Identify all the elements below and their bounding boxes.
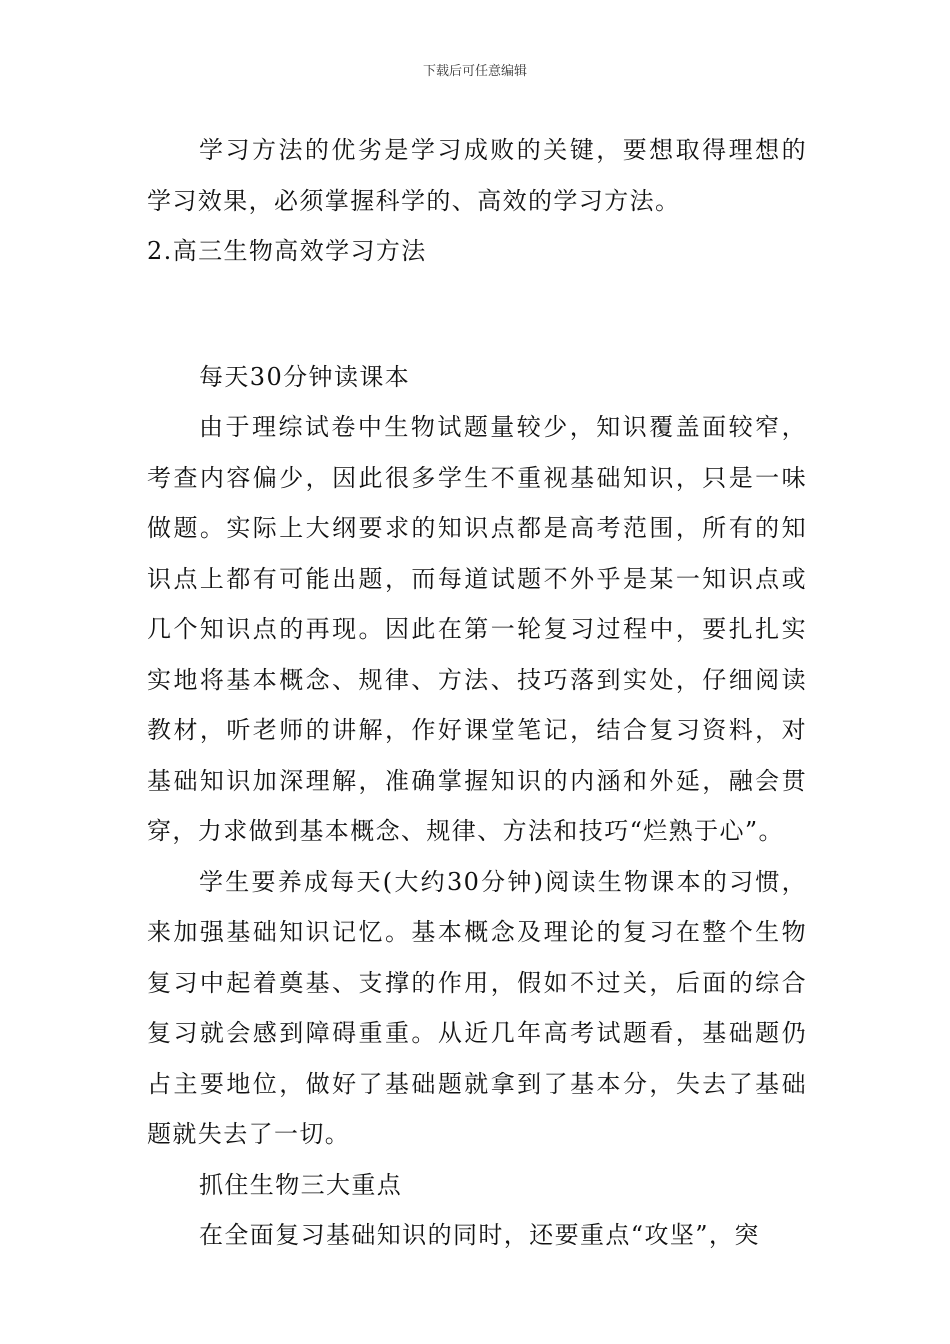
paragraph-key-focus: 在全面复习基础知识的同时，还要重点“攻坚”，突 — [199, 1221, 760, 1249]
subheading-three-key-points: 抓住生物三大重点 — [199, 1170, 403, 1199]
paragraph-intro: 学习方法的优劣是学习成败的关键，要想取得理想的学习效果，必须掌握科学的、高效的学习方法。 — [147, 136, 807, 215]
paragraph-basic-knowledge: 由于理综试卷中生物试题量较少，知识覆盖面较窄，考查内容偏少，因此很多学生不重视基础知识，只是一味做题。实际上大纲要求的知识点都是高考范围，所有的知识点上都有可能出题，而每道试题不外乎是某一知识点或几个知识点的再现。因此在第一轮复习过程中，要扎扎实实地将基本概念、规律、方法、技巧落到实处，仔细阅读教材，听老师的讲解，作好课堂笔记，结合复习资料，对基础知识加深理解，准确掌握知识的内涵和外延，融会贯穿，力求做到基本概念、规律、方法和技巧“烂熟于心”。 — [147, 413, 807, 845]
paragraph-daily-reading: 学生要养成每天(大约30分钟)阅读生物课本的习惯，来加强基础知识记忆。基本概念及理论的复习在整个生物复习中起着奠基、支撑的作用，假如不过关，后面的综合复习就会感到障碍重重。从近几年高考试题看，基础题仍占主要地位，做好了基础题就拿到了基本分，失去了基础题就失去了一切。 — [147, 867, 807, 1148]
subheading-read-textbook: 每天30分钟读课本 — [199, 362, 411, 391]
section-heading: 2.高三生物高效学习方法 — [147, 237, 427, 265]
blank-spacer — [147, 277, 807, 352]
page-header: 下载后可任意编辑 — [422, 64, 527, 79]
document-body — [147, 125, 807, 1261]
